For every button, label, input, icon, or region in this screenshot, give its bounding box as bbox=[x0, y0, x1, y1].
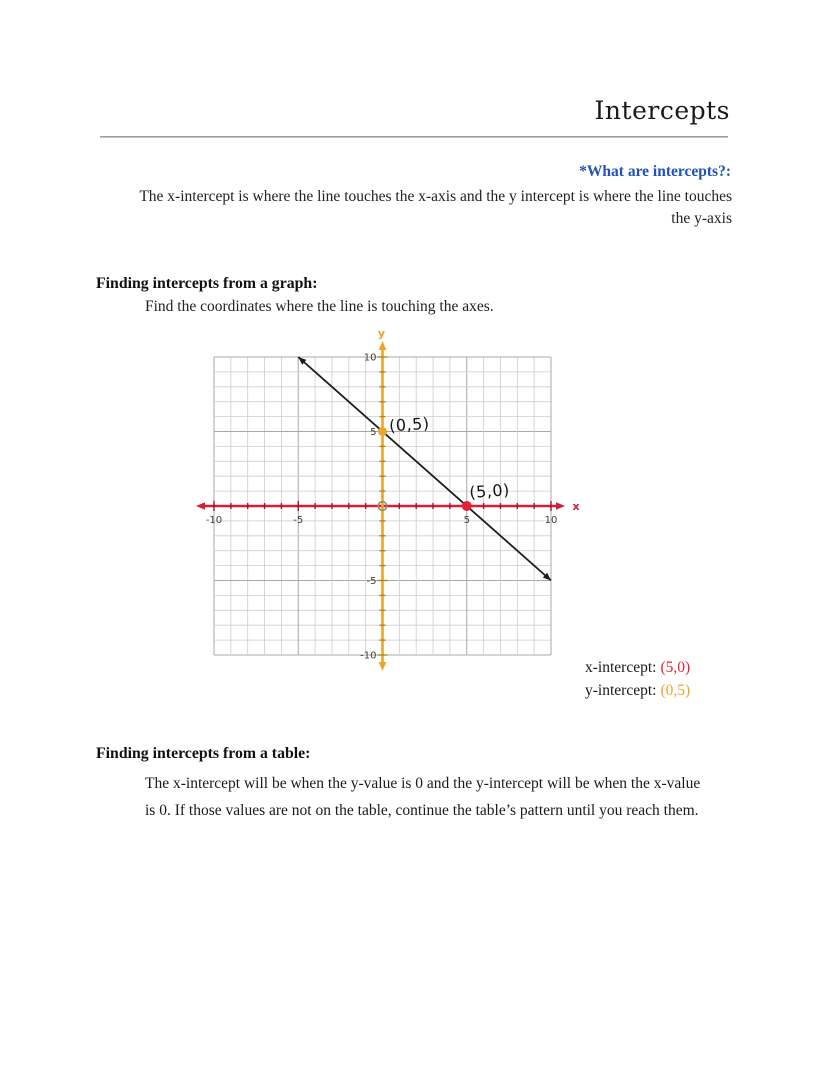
y-tick-label: -5 bbox=[366, 576, 377, 587]
intro-line-1: The x-intercept is where the line touches the x-axis and the y intercept is where the line touches bbox=[139, 188, 732, 205]
intercept-results bbox=[585, 657, 690, 702]
y-intercept-point-label: (0,5) bbox=[388, 413, 431, 436]
x-tick-label: -5 bbox=[293, 515, 304, 526]
y-intercept-result bbox=[585, 680, 690, 703]
x-axis bbox=[196, 500, 580, 526]
graph-svg bbox=[193, 326, 593, 678]
y-intercept-result-value: (0,5) bbox=[660, 681, 691, 699]
y-axis bbox=[360, 327, 387, 671]
coordinate-graph bbox=[193, 326, 593, 678]
x-intercept-result-value: (5,0) bbox=[660, 659, 691, 676]
intro-line-2: the y-axis bbox=[671, 210, 732, 227]
y-tick-label: 5 bbox=[370, 427, 377, 438]
intro-paragraph bbox=[96, 186, 732, 230]
y-intercept-result-label: y-intercept: bbox=[585, 681, 657, 699]
y-tick-label: -10 bbox=[360, 650, 377, 662]
x-tick-label: -10 bbox=[205, 515, 223, 526]
graph-section-heading: Finding intercepts from a graph: bbox=[96, 275, 318, 292]
table-section-line-1: The x-intercept will be when the y-value is 0 and the y-intercept will be when the x-value bbox=[145, 775, 701, 792]
page-title: Intercepts bbox=[594, 96, 730, 125]
graph-section-body: Find the coordinates where the line is touching the axes. bbox=[145, 298, 494, 315]
table-section-heading: Finding intercepts from a table: bbox=[96, 745, 311, 762]
intercept-markers bbox=[378, 414, 510, 511]
y-tick-label: 10 bbox=[363, 352, 377, 364]
x-tick-label: 10 bbox=[544, 515, 558, 526]
x-intercept-result bbox=[585, 657, 690, 680]
x-axis-label: x bbox=[572, 500, 580, 513]
title-divider bbox=[100, 136, 728, 138]
y-axis-label: y bbox=[377, 327, 386, 340]
x-tick-label: 5 bbox=[463, 515, 470, 526]
intro-heading: *What are intercepts?: bbox=[579, 163, 731, 180]
y-intercept-point bbox=[378, 427, 387, 436]
x-intercept-result-label: x-intercept: bbox=[585, 659, 657, 676]
table-section-body bbox=[145, 770, 745, 824]
table-section-line-2: is 0. If those values are not on the table, continue the table’s pattern until you reach them. bbox=[145, 802, 699, 819]
x-intercept-point bbox=[462, 501, 472, 511]
x-intercept-point-label: (5,0) bbox=[468, 480, 511, 502]
plot-line bbox=[298, 357, 551, 581]
